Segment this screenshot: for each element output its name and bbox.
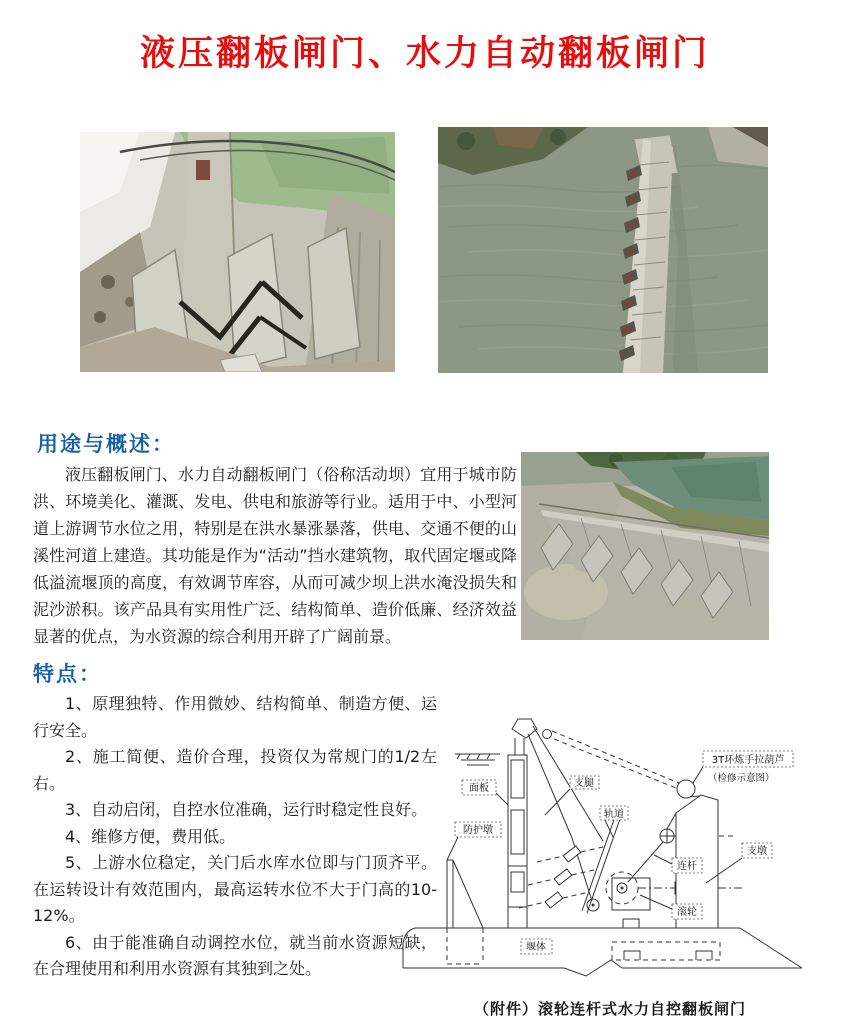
label-support-pier: 支墩 <box>747 846 767 857</box>
overview-paragraph <box>33 461 517 650</box>
photo-weir-overhead <box>438 127 768 373</box>
label-support-leg: 支腿 <box>574 778 594 789</box>
gate-schematic-diagram <box>400 692 850 987</box>
label-link-rod: 连杆 <box>677 861 697 872</box>
diagram-caption: （附件）滚轮连杆式水力自控翻板闸门 <box>473 1000 746 1018</box>
gate-panel-shape <box>508 719 552 928</box>
label-rail: 轨道 <box>604 809 624 820</box>
label-weir-body: 堰体 <box>526 942 546 953</box>
feature-item-4: 4、维修方便，费用低。 <box>65 826 236 846</box>
rail-shape <box>582 814 621 913</box>
roller-shape <box>606 872 744 928</box>
overview-text: 液压翻板闸门、水力自动翻板闸门（俗称活动坝）宜用于城市防洪、环境美化、灌溉、发电、供电和旅游等行业。适用于中、小型河道上游调节水位之用，特别是在洪水暴涨暴落，供电、交通不便的山溪性河道上建造。其功能是作为“活动”挡水建筑物，取代固定堰或降低溢流堰顶的高度，有效调节库容，从而可减少坝上洪水淹没损失和泥沙淤积。该产品具有实用性广泛、结构简单、造价低廉、经济效益显著的优点，为水资源的综合利用开辟了广阔前景。 <box>33 465 517 646</box>
label-protect-pier: 防护墩 <box>463 825 493 836</box>
feature-item-3: 3、自动启闭，自控水位准确，运行时稳定性良好。 <box>65 800 428 819</box>
photo-gate-row-art <box>521 452 769 640</box>
overview-heading: 用途与概述： <box>37 432 175 456</box>
photo-gate-mechanism-art <box>80 132 395 372</box>
photo-gate-mechanism <box>80 132 395 372</box>
label-hoist: 3T环炼手拉葫芦 <box>711 755 785 766</box>
label-hoist-note: （检修示意图） <box>708 773 775 784</box>
photo-gate-row <box>521 452 769 640</box>
waterline-symbol <box>455 754 500 765</box>
protection-pier-shape <box>447 860 483 964</box>
feature-item-1: 1、原理独特、作用微妙、结构简单、制造方便、运行安全。 <box>33 694 437 740</box>
feature-item-5: 5、上游水位稳定，关门后水库水位即与门顶齐平。在运转设计有效范围内，最高运转水位不大于门高的10-12%。 <box>33 853 437 925</box>
feature-item-2: 2、施工简便、造价合理，投资仅为常规门的1/2左右。 <box>33 747 437 793</box>
photo-weir-overhead-art <box>438 127 768 373</box>
features-heading: 特点： <box>33 662 102 686</box>
feature-item-6: 6、由于能准确自动调控水位，就当前水资源短缺，在合理使用和利用水资源有其独到之处。 <box>33 932 437 978</box>
label-roller: 滚轮 <box>677 907 697 918</box>
page-title: 液压翻板闸门、水力自动翻板闸门 <box>139 34 710 74</box>
features-list <box>33 691 437 983</box>
diagram-labels <box>447 751 793 954</box>
weir-body-outline <box>403 928 802 976</box>
label-panel: 面板 <box>469 783 489 794</box>
